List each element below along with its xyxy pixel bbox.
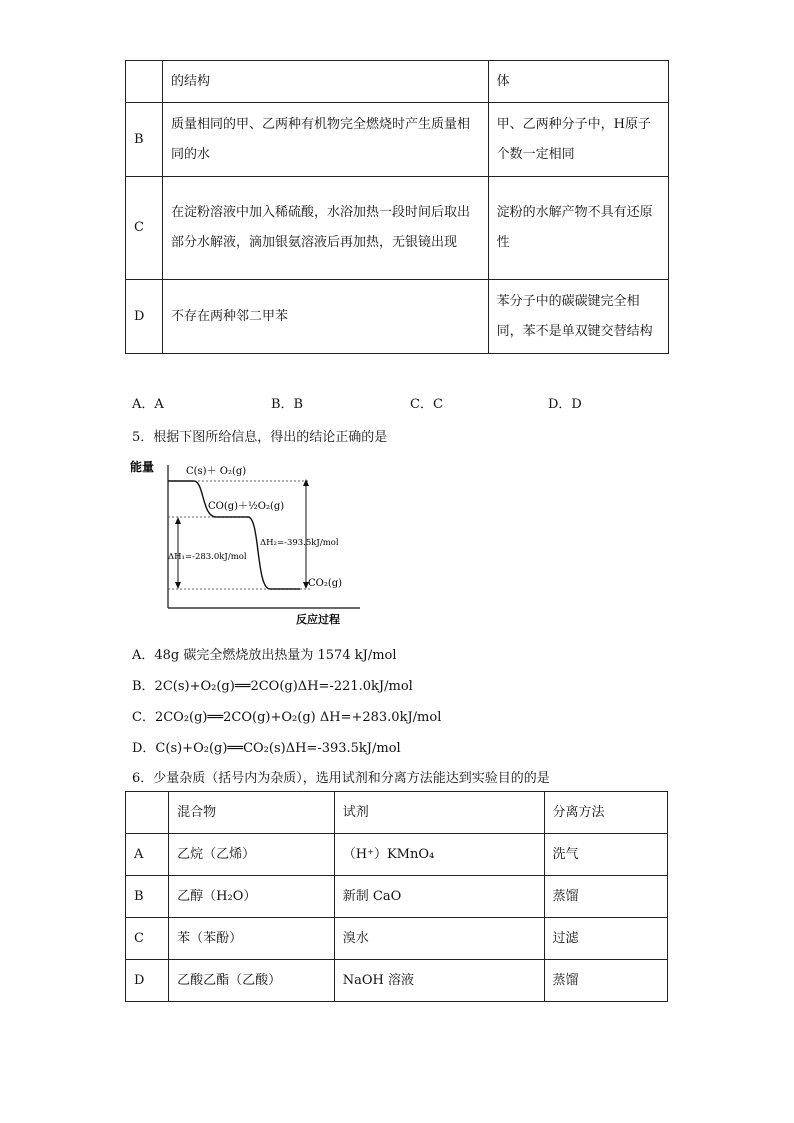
table-row <box>126 876 668 918</box>
option-c[interactable]: C．C <box>410 397 443 412</box>
q5-option-a[interactable]: A．48g 碳完全燃烧放出热量为 1574 kJ/mol <box>132 648 397 663</box>
option-a[interactable]: A．A <box>132 397 164 412</box>
experiment-cell: 不存在两种邻二甲苯 <box>162 280 488 354</box>
question5-stem: 5．根据下图所给信息，得出的结论正确的是 <box>132 430 388 445</box>
method-cell: 洗气 <box>544 834 667 876</box>
energy-curve <box>168 481 300 589</box>
y-axis-label: 能量 <box>130 460 155 474</box>
row-label: B <box>126 876 169 918</box>
header-mixture: 混合物 <box>169 792 335 834</box>
header-method: 分离方法 <box>544 792 667 834</box>
method-cell: 蒸馏 <box>544 876 667 918</box>
question6-table <box>125 791 668 1002</box>
mixture-cell: 乙烷（乙烯） <box>169 834 335 876</box>
method-cell: 过滤 <box>544 918 667 960</box>
experiment-cell: 质量相同的甲、乙两种有机物完全燃烧时产生质量相同的水 <box>162 103 488 177</box>
x-axis-label: 反应过程 <box>296 613 340 625</box>
table-row <box>126 918 668 960</box>
header-reagent: 试剂 <box>334 792 544 834</box>
reagent-cell: 新制 CaO <box>334 876 544 918</box>
question4-table <box>125 60 669 354</box>
question6-stem: 6．少量杂质（括号内为杂质），选用试剂和分离方法能达到实验目的的是 <box>132 771 550 786</box>
experiment-cell: 在淀粉溶液中加入稀硫酸，水浴加热一段时间后取出部分水解液，滴加银氨溶液后再加热，无银镜出现 <box>162 177 488 280</box>
top-state-label: C(s)＋ O₂(g) <box>186 466 247 477</box>
conclusion-cell: 苯分子中的碳碳键完全相同，苯不是单双键交替结构 <box>488 280 668 354</box>
dh1-label: ΔH₁=-283.0kJ/mol <box>168 552 247 562</box>
q5-option-c[interactable]: C．2CO₂(g)══2CO(g)+O₂(g) ΔH=+283.0kJ/mol <box>132 710 442 725</box>
conclusion-cell: 体 <box>488 61 668 103</box>
row-label: B <box>126 103 163 177</box>
option-b[interactable]: B．B <box>271 397 304 412</box>
option-d[interactable]: D．D <box>548 397 582 412</box>
conclusion-cell: 甲、乙两种分子中，H原子个数一定相同 <box>488 103 668 177</box>
row-label: A <box>126 834 169 876</box>
reagent-cell: NaOH 溶液 <box>334 960 544 1002</box>
bottom-state-label: CO₂(g) <box>308 578 343 589</box>
table-header-row <box>126 792 668 834</box>
q5-option-d[interactable]: D．C(s)+O₂(g)══CO₂(s)ΔH=-393.5kJ/mol <box>132 741 401 756</box>
reagent-cell: （H⁺）KMnO₄ <box>334 834 544 876</box>
row-label: D <box>126 280 163 354</box>
mixture-cell: 乙酸乙酯（乙酸） <box>169 960 335 1002</box>
row-label: C <box>126 918 169 960</box>
dh2-label: ΔH₂=-393.5kJ/mol <box>260 538 339 548</box>
row-label: C <box>126 177 163 280</box>
q5-option-b[interactable]: B．2C(s)+O₂(g)══2CO(g)ΔH=-221.0kJ/mol <box>132 679 413 694</box>
table-row <box>126 960 668 1002</box>
mixture-cell: 乙醇（H₂O） <box>169 876 335 918</box>
mixture-cell: 苯（苯酚） <box>169 918 335 960</box>
header-label <box>126 792 169 834</box>
row-label <box>126 61 163 103</box>
mid-state-label: CO(g)＋½O₂(g) <box>208 501 285 512</box>
table-row <box>126 280 669 354</box>
table-row <box>126 177 669 280</box>
conclusion-cell: 淀粉的水解产物不具有还原性 <box>488 177 668 280</box>
table-row <box>126 61 669 103</box>
row-label: D <box>126 960 169 1002</box>
method-cell: 蒸馏 <box>544 960 667 1002</box>
energy-diagram <box>128 455 368 625</box>
table-row <box>126 103 669 177</box>
table-row <box>126 834 668 876</box>
reagent-cell: 溴水 <box>334 918 544 960</box>
experiment-cell: 的结构 <box>162 61 488 103</box>
